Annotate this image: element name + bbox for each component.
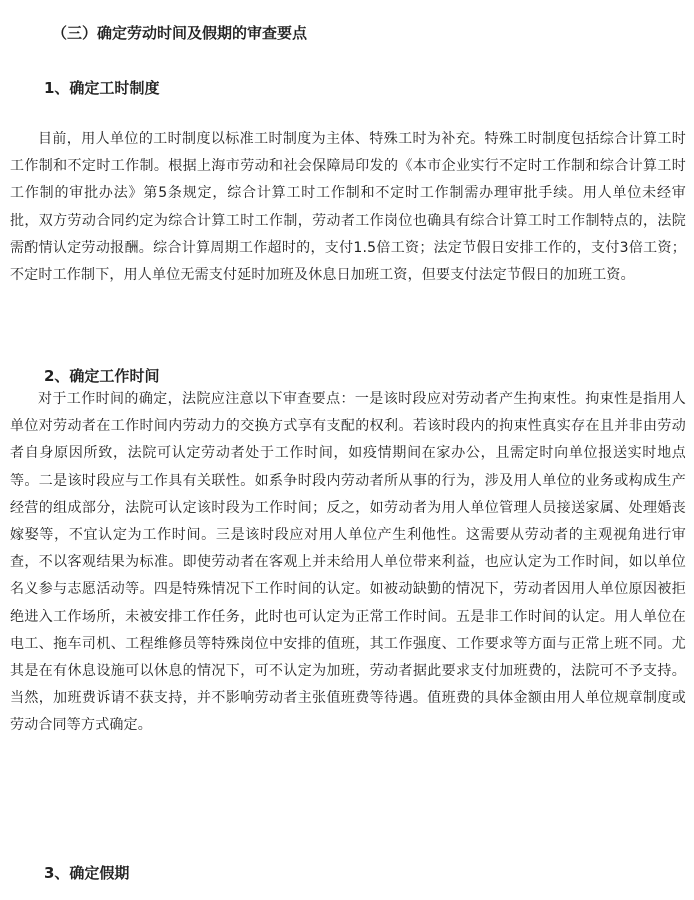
subsection-heading-working-time: 2、确定工作时间 — [44, 367, 160, 385]
paragraph-work-hours-system: 目前，用人单位的工时制度以标准工时制度为主体、特殊工时为补充。特殊工时制度包括综合计算工时工作制和不定时工作制。根据上海市劳动和社会保障局印发的《本市企业实行不定时工作制和综合计算工时工作制的审批办法》第5条规定，综合计算工时工作制和不定时工作制需办理审批手续。用人单位未经审批，双方劳动合同约定为综合计算工时工作制，劳动者工作岗位也确具有综合计算工时工作制特点的，法院需酌情认定劳动报酬。综合计算周期工作超时的，支付1.5倍工资；法定节假日安排工作的，支付3倍工资；不定时工作制下，用人单位无需支付延时加班及休息日加班工资，但要支付法定节假日的加班工资。 — [10, 131, 686, 284]
section-title: （三）确定劳动时间及假期的审查要点 — [52, 24, 308, 42]
paragraph-working-time: 对于工作时间的确定，法院应注意以下审查要点：一是该时段应对劳动者产生拘束性。拘束性是指用人单位对劳动者在工作时间内劳动力的交换方式享有支配的权利。若该时段内的拘束性真实存在且并非由劳动者自身原因所致，法院可认定劳动者处于工作时间，如疫情期间在家办公，且需定时向单位报送实时地点等。二是该时段应与工作具有关联性。如系争时段内劳动者所从事的行为，涉及用人单位的业务或构成生产经营的组成部分，法院可认定该时段为工作时间；反之，如劳动者为用人单位管理人员接送家属、处理婚丧嫁娶等，不宜认定为工作时间。三是该时段应对用人单位产生利他性。这需要从劳动者的主观视角进行审查，不以客观结果为标准。即使劳动者在客观上并未给用人单位带来利益，也应认定为工作时间，如以单位名义参与志愿活动等。四是特殊情况下工作时间的认定。如被动缺勤的情况下，劳动者因用人单位原因被拒绝进入工作场所，未被安排工作任务，此时也可认定为正常工作时间。五是非工作时间的认定。用人单位在电工、拖车司机、工程维修员等特殊岗位中安排的值班，其工作强度、工作要求等方面与正常上班不同。尤其是在有休息设施可以休息的情况下，可不认定为加班，劳动者据此要求支付加班费的，法院可不予支持。当然，加班费诉请不获支持，并不影响劳动者主张值班费等待遇。值班费的具体金额由用人单位规章制度或劳动合同等方式确定。 — [10, 391, 686, 734]
subsection-heading-work-hours-system: 1、确定工时制度 — [44, 79, 160, 97]
subsection-heading-holidays: 3、确定假期 — [44, 864, 130, 882]
